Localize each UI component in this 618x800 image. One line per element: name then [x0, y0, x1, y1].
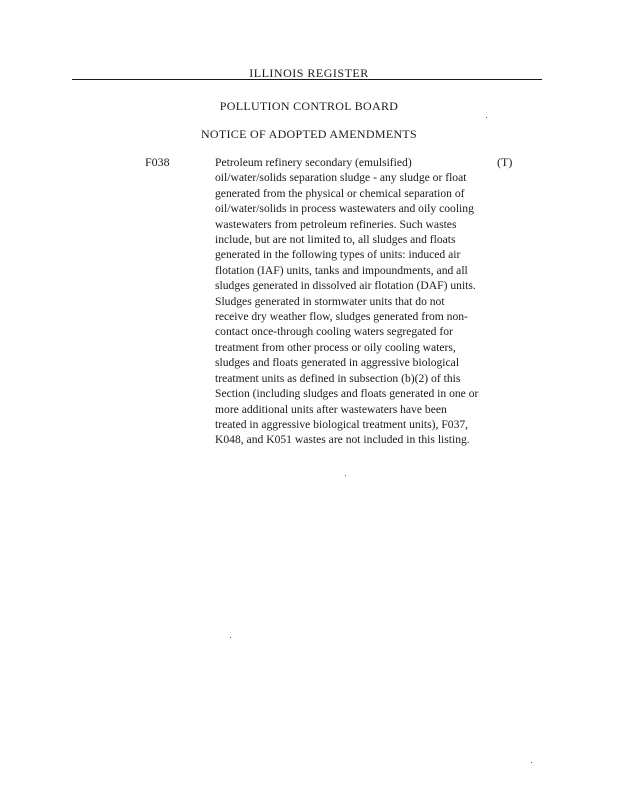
description-line: sludges and floats generated in aggressive biological	[215, 356, 460, 370]
board-title: POLLUTION CONTROL BOARD	[219, 99, 399, 113]
register-header-title: ILLINOIS REGISTER	[249, 66, 369, 80]
description-line: include, but are not limited to, all sludges and floats	[215, 233, 456, 247]
description-line: treatment from other process or oily cooling waters,	[215, 340, 456, 354]
description-line: Petroleum refinery secondary (emulsified)	[215, 156, 412, 169]
description-line: K048, and K051 wastes are not included in this listing.	[215, 433, 470, 447]
description-line: generated in the following types of units: induced air	[215, 248, 461, 262]
waste-code: F038	[145, 155, 170, 169]
scan-speck	[345, 475, 346, 476]
header-rule	[72, 79, 542, 80]
description-line: sludges generated in dissolved air flotation (DAF) units.	[215, 279, 476, 293]
description-line: oil/water/solids separation sludge - any sludge or float	[215, 171, 467, 185]
description-line: oil/water/solids in process wastewaters and oily cooling	[215, 202, 474, 216]
hazard-code: (T)	[497, 155, 513, 169]
description-line: receive dry weather flow, sludges generated from non-	[215, 310, 468, 324]
notice-title: NOTICE OF ADOPTED AMENDMENTS	[200, 127, 418, 141]
description-line: Section (including sludges and floats generated in one or	[215, 387, 479, 401]
description-line: contact once-through cooling waters segregated for	[215, 325, 453, 339]
scan-speck	[531, 762, 532, 763]
scan-speck	[486, 117, 487, 118]
description-line: treated in aggressive biological treatment units), F037,	[215, 417, 469, 431]
scan-speck	[230, 637, 231, 638]
description-line: treatment units as defined in subsection (b)(2) of this	[215, 371, 461, 385]
waste-description	[215, 155, 495, 448]
description-line: wastewaters from petroleum refineries. Such wastes	[215, 217, 457, 231]
description-line: Sludges generated in stormwater units that do not	[215, 294, 445, 308]
description-line: more additional units after wastewaters have been	[215, 402, 447, 416]
description-line: generated from the physical or chemical separation of	[215, 186, 465, 200]
description-line: flotation (IAF) units, tanks and impoundments, and all	[215, 263, 468, 277]
